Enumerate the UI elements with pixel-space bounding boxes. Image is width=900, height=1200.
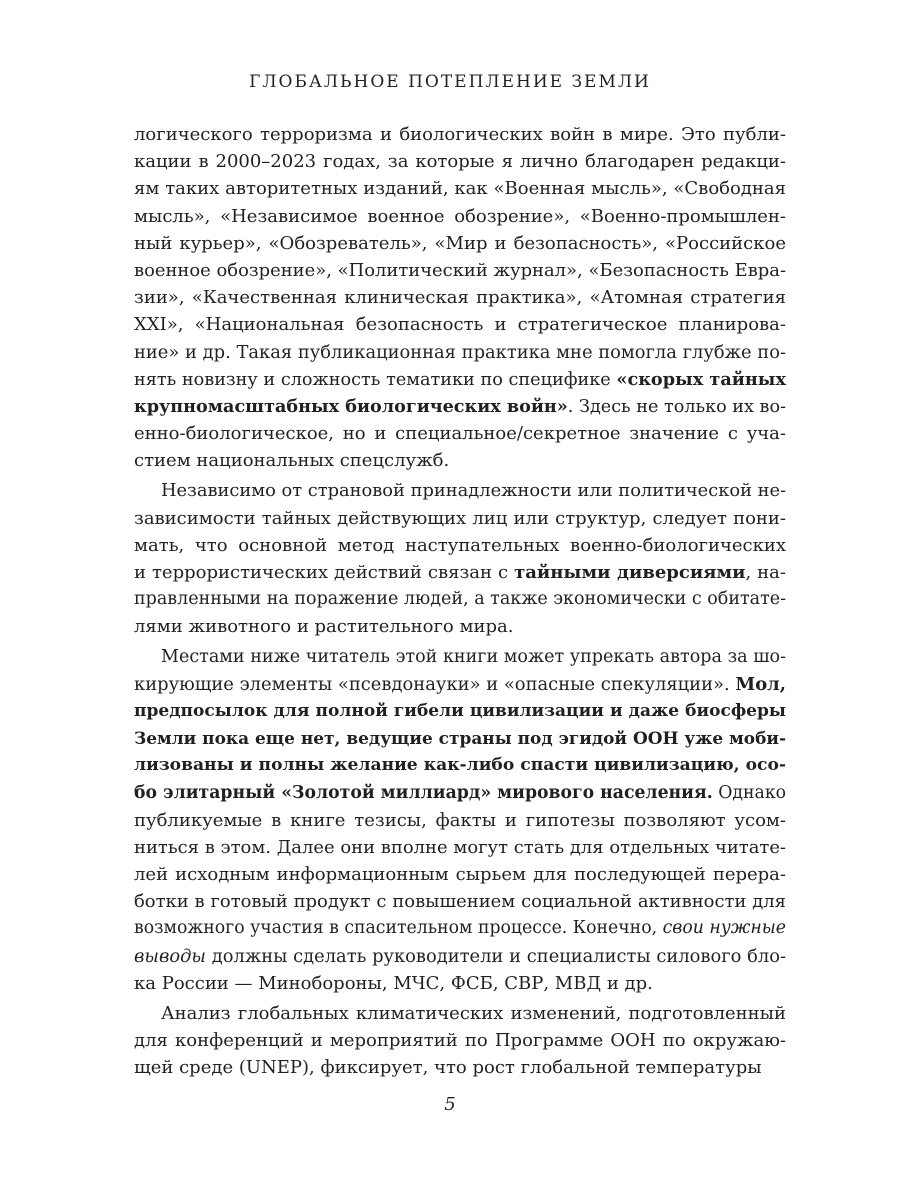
text-run: ям таких авторитетных изданий, как «Военная мысль», «Свободная bbox=[134, 178, 786, 200]
text-run: Однако bbox=[712, 782, 786, 803]
paragraph bbox=[134, 1000, 786, 1082]
text-run: ниться в этом. Далее они вполне могут стать для отдельных читате- bbox=[134, 836, 786, 858]
bold-text: крупномасштабных биологических войн» bbox=[134, 395, 568, 417]
text-line bbox=[134, 230, 786, 257]
running-header: ГЛОБАЛЬНОЕ ПОТЕПЛЕНИЕ ЗЕМЛИ bbox=[249, 72, 651, 92]
text-run: мать, что основной метод наступательных военно-биологических bbox=[134, 534, 786, 556]
paragraph bbox=[134, 644, 786, 997]
text-run: ние» и др. Такая публикационная практика мне помогла глубже по- bbox=[134, 341, 786, 363]
text-run: Местами ниже читатель этой книги может упрекать автора за шо- bbox=[161, 646, 786, 667]
text-run: публикуемые в книге тезисы, факты и гипотезы позволяют усом- bbox=[134, 809, 786, 831]
paragraph bbox=[134, 121, 786, 474]
text-run: и террористических действий связан с bbox=[134, 562, 515, 583]
text-line bbox=[134, 861, 786, 888]
bold-text: тайными диверсиями bbox=[514, 562, 746, 583]
text-run: зависимости тайных действующих лиц или структур, следует пони- bbox=[134, 507, 786, 529]
italic-text: выводы bbox=[134, 945, 206, 967]
text-run: нять новизну и сложность тематики по специфике bbox=[134, 369, 617, 390]
text-run: стием национальных спецслужб. bbox=[134, 450, 450, 472]
text-run: енно-биологическое, но и специальное/секретное значение с уча- bbox=[134, 423, 786, 445]
text-line bbox=[134, 586, 786, 613]
text-run: возможного участия в спасительном процессе. Конечно, bbox=[134, 918, 663, 939]
text-line bbox=[134, 175, 786, 202]
text-line bbox=[134, 311, 786, 338]
text-run: зии», «Качественная клиническая практика», «Атомная стратегия bbox=[134, 287, 786, 309]
text-line bbox=[134, 366, 786, 393]
text-run: XXI», «Национальная безопасность и стратегическое планирова- bbox=[134, 314, 786, 336]
bold-text: лизованы и полны желание как-либо спасти цивилизацию, осо- bbox=[134, 755, 786, 776]
text-run: , на- bbox=[745, 562, 786, 583]
text-run: Анализ глобальных климатических изменений, подготовленный bbox=[161, 1003, 786, 1024]
text-line bbox=[134, 1027, 786, 1054]
text-line bbox=[134, 393, 786, 420]
text-line bbox=[134, 559, 786, 586]
text-run: для конференций и мероприятий по Программе ООН по окружаю- bbox=[134, 1030, 786, 1052]
bold-text: бо элитарный «Золотой миллиард» мирового населения. bbox=[134, 782, 713, 803]
bold-text: предпосылок для полной гибели цивилизации и даже биосферы bbox=[134, 700, 786, 721]
text-line bbox=[134, 970, 786, 997]
text-line bbox=[134, 121, 786, 148]
text-run: военное обозрение», «Политический журнал», «Безопасность Евра- bbox=[134, 259, 786, 281]
page-number: 5 bbox=[444, 1094, 456, 1115]
italic-text: свои нужные bbox=[662, 918, 787, 939]
text-line bbox=[134, 339, 786, 366]
text-line bbox=[134, 888, 786, 915]
text-line bbox=[134, 257, 786, 284]
bold-text: Мол, bbox=[735, 673, 786, 695]
text-run: кации в 2000–2023 годах, за которые я лично благодарен редакци- bbox=[134, 151, 786, 173]
text-run: лей исходным информационным сырьем для последующей перера- bbox=[134, 864, 786, 886]
text-line bbox=[134, 752, 786, 779]
text-line bbox=[134, 532, 786, 559]
text-line bbox=[134, 725, 786, 752]
main-text bbox=[134, 121, 786, 1082]
text-run: Независимо от страновой принадлежности или политической не- bbox=[161, 480, 787, 502]
text-line bbox=[134, 1054, 786, 1081]
text-line bbox=[134, 613, 786, 640]
text-line bbox=[134, 505, 786, 532]
text-line bbox=[134, 915, 786, 942]
bold-text: Земли пока еще нет, ведущие страны под эгидой ООН уже моби- bbox=[134, 728, 786, 749]
text-line bbox=[134, 834, 786, 861]
text-run: правленными на поражение людей, а также экономически с обитате- bbox=[134, 589, 787, 610]
text-run: мысль», «Независимое военное обозрение», «Военно-промышлен- bbox=[134, 205, 786, 227]
text-line bbox=[134, 1000, 786, 1027]
text-run: ный курьер», «Обозреватель», «Мир и безопасность», «Российское bbox=[134, 232, 786, 254]
bold-text: «скорых тайных bbox=[616, 368, 786, 390]
text-run: ка России — Минобороны, МЧС, ФСБ, СВР, МВД и др. bbox=[134, 972, 653, 994]
text-line bbox=[134, 644, 786, 671]
text-run: кирующие элементы «псевдонауки» и «опасные спекуляции». bbox=[134, 673, 736, 695]
text-line bbox=[134, 420, 786, 447]
text-line bbox=[134, 671, 786, 698]
text-run: лями животного и растительного мира. bbox=[134, 616, 514, 638]
paragraph bbox=[134, 477, 786, 640]
text-line bbox=[134, 780, 786, 807]
text-run: . Здесь не только их во- bbox=[567, 396, 786, 417]
text-line bbox=[134, 943, 786, 970]
text-run: щей среде (UNEP), фиксирует, что рост глобальной температуры bbox=[134, 1057, 762, 1079]
text-line bbox=[134, 447, 786, 474]
text-line bbox=[134, 284, 786, 311]
text-run: логического терроризма и биологических войн в мире. Это публи- bbox=[134, 124, 786, 145]
text-line bbox=[134, 477, 786, 504]
text-run: должны сделать руководители и специалисты силового бло- bbox=[205, 945, 786, 967]
text-run: ботки в готовый продукт с повышением социальной активности для bbox=[134, 891, 786, 913]
text-line bbox=[134, 807, 786, 834]
text-line bbox=[134, 203, 786, 230]
text-line bbox=[134, 698, 786, 725]
text-line bbox=[134, 148, 786, 175]
